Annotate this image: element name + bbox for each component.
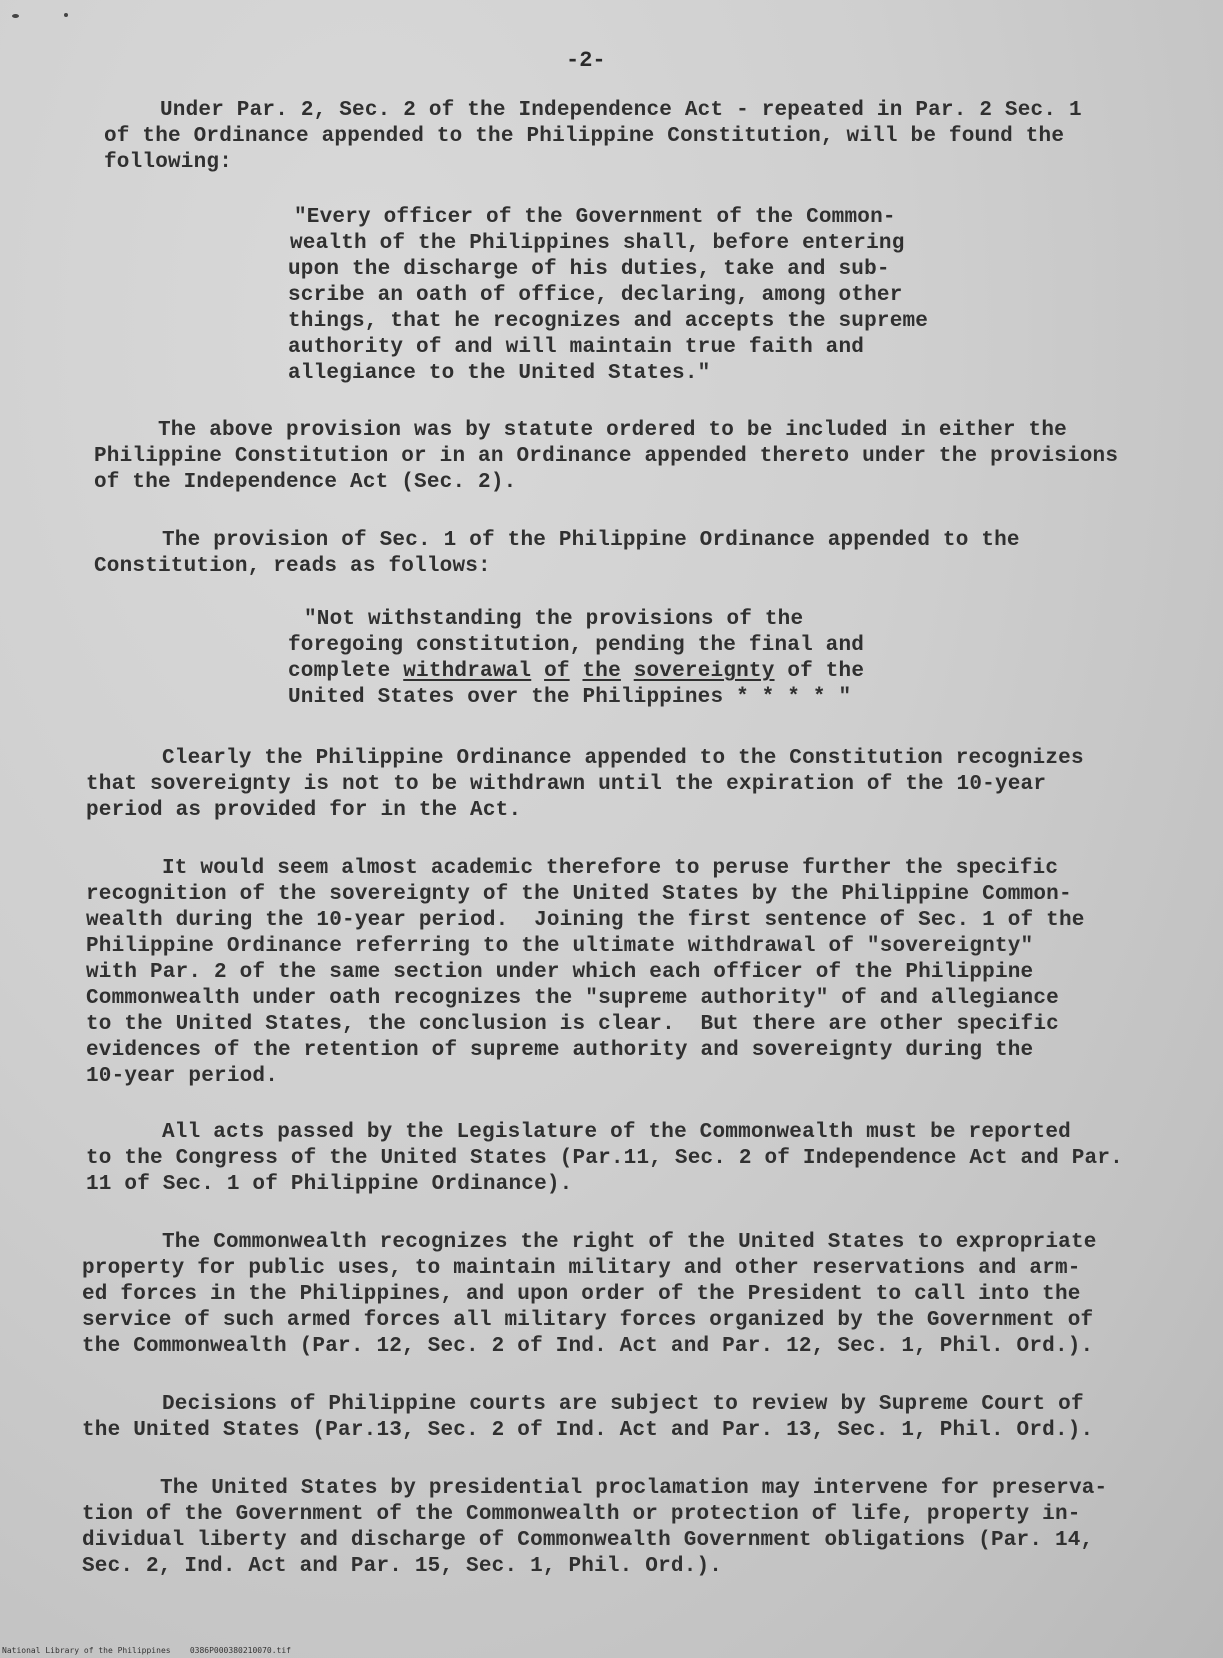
text-line: Constitution, reads as follows:	[94, 555, 491, 578]
text-line: Sec. 2, Ind. Act and Par. 15, Sec. 1, Phil. Ord.).	[82, 1555, 723, 1578]
text-line: 11 of Sec. 1 of Philippine Ordinance).	[86, 1173, 573, 1196]
text-line: of the Independence Act (Sec. 2).	[94, 471, 517, 494]
quote-line: authority of and will maintain true faith and	[288, 336, 865, 359]
underlined-text: sovereignty	[633, 660, 775, 683]
text-line: The above provision was by statute ordered to be included in either the	[158, 419, 1067, 442]
text-line: tion of the Government of the Commonwealth or protection of life, property in-	[82, 1503, 1081, 1526]
text-line: ed forces in the Philippines, and upon order of the President to call into the	[82, 1283, 1081, 1306]
text-line: to the United States, the conclusion is clear. But there are other specific	[86, 1013, 1059, 1036]
text-line: The provision of Sec. 1 of the Philippine Ordinance appended to the	[162, 529, 1020, 552]
underlined-text: of	[544, 660, 570, 683]
text-line: Philippine Ordinance referring to the ultimate withdrawal of "sovereignty"	[86, 935, 1034, 958]
underlined-text: the	[582, 660, 621, 683]
quote-line: wealth of the Philippines shall, before entering	[290, 232, 905, 255]
quote-line-underlined	[288, 659, 864, 685]
page-number: -2-	[566, 48, 606, 73]
quote-text	[570, 660, 583, 683]
text-line: the United States (Par.13, Sec. 2 of Ind. Act and Par. 13, Sec. 1, Phil. Ord.).	[82, 1419, 1094, 1442]
text-line: evidences of the retention of supreme authority and sovereignty during the	[86, 1039, 1034, 1062]
footer-library: National Library of the Philippines	[2, 1646, 171, 1655]
text-line: with Par. 2 of the same section under which each officer of the Philippine	[86, 961, 1034, 984]
quote-text: of the	[774, 660, 865, 683]
text-line: that sovereignty is not to be withdrawn until the expiration of the 10-year	[86, 773, 1047, 796]
quote-text	[531, 660, 544, 683]
text-line: Clearly the Philippine Ordinance appended to the Constitution recognizes	[162, 747, 1084, 770]
text-line: period as provided for in the Act.	[86, 799, 522, 822]
text-line: dividual liberty and discharge of Commonwealth Government obligations (Par. 14,	[82, 1529, 1094, 1552]
text-line: The Commonwealth recognizes the right of the United States to expropriate	[162, 1231, 1097, 1254]
text-line: the Commonwealth (Par. 12, Sec. 2 of Ind. Act and Par. 12, Sec. 1, Phil. Ord.).	[82, 1335, 1094, 1358]
text-line: The United States by presidential proclamation may intervene for preserva-	[160, 1477, 1108, 1500]
underlined-text: withdrawal	[403, 660, 532, 683]
quote-line: things, that he recognizes and accepts the supreme	[288, 310, 929, 333]
quote-text: complete	[288, 660, 404, 683]
text-line: 10-year period.	[86, 1065, 279, 1088]
quote-text	[621, 660, 634, 683]
footer-file: 0386P000380210070.tif	[189, 1646, 291, 1655]
text-line: wealth during the 10-year period. Joining the first sentence of Sec. 1 of the	[86, 909, 1085, 932]
scan-speck	[12, 14, 19, 18]
text-line: Decisions of Philippine courts are subject to review by Supreme Court of	[162, 1393, 1084, 1416]
text-line: Philippine Constitution or in an Ordinance appended thereto under the provisions	[94, 445, 1119, 468]
text-line: following:	[104, 151, 233, 174]
quote-line: upon the discharge of his duties, take and sub-	[288, 258, 890, 281]
scan-footer	[2, 1646, 291, 1656]
quote-line: "Every officer of the Government of the Common-	[294, 206, 896, 229]
text-line: of the Ordinance appended to the Philippine Constitution, will be found the	[104, 125, 1065, 148]
text-line: Under Par. 2, Sec. 2 of the Independence Act - repeated in Par. 2 Sec. 1	[160, 99, 1082, 122]
quote-line: foregoing constitution, pending the final and	[288, 634, 865, 657]
text-line: to the Congress of the United States (Par.11, Sec. 2 of Independence Act and Par.	[86, 1147, 1123, 1170]
text-line: recognition of the sovereignty of the United States by the Philippine Common-	[86, 883, 1072, 906]
text-line: property for public uses, to maintain military and other reservations and arm-	[82, 1257, 1081, 1280]
quote-line: United States over the Philippines * * * * "	[288, 686, 852, 709]
text-line: All acts passed by the Legislature of the Commonwealth must be reported	[162, 1121, 1071, 1144]
quote-line: allegiance to the United States."	[288, 362, 711, 385]
text-line: Commonwealth under oath recognizes the "supreme authority" of and allegiance	[86, 987, 1059, 1010]
quote-line: scribe an oath of office, declaring, among other	[288, 284, 903, 307]
text-line: It would seem almost academic therefore to peruse further the specific	[162, 857, 1059, 880]
scan-speck	[64, 13, 68, 17]
text-line: service of such armed forces all military forces organized by the Government of	[82, 1309, 1094, 1332]
quote-line: "Not withstanding the provisions of the	[304, 608, 804, 631]
